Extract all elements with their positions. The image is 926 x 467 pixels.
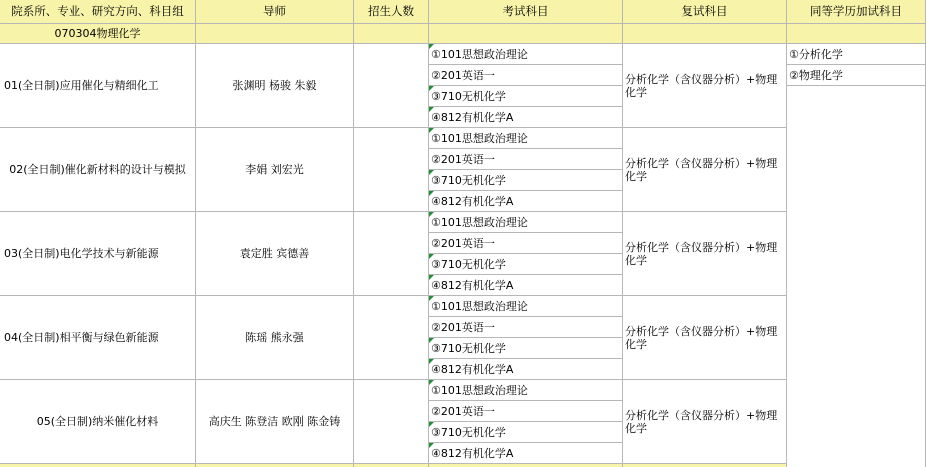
major-extra-cell[interactable]	[787, 24, 926, 44]
exam-cell[interactable]	[429, 443, 623, 464]
retest-cell-1[interactable]: 分析化学（含仪器分析）+物理化学	[623, 44, 787, 128]
comment-marker-icon	[429, 275, 434, 280]
comment-marker-icon	[429, 380, 434, 385]
exam-label: ③710无机化学	[431, 425, 506, 439]
comment-marker-icon	[429, 86, 434, 91]
exam-cell[interactable]	[429, 86, 623, 107]
comment-marker-icon	[429, 359, 434, 364]
exam-cell[interactable]	[429, 401, 623, 422]
direction-cell-1[interactable]: 01(全日制)应用催化与精细化工	[0, 44, 196, 128]
header-dept[interactable]: 院系所、专业、研究方向、科目组	[0, 0, 196, 24]
exam-cell[interactable]	[429, 149, 623, 170]
exam-cell[interactable]	[429, 233, 623, 254]
comment-marker-icon	[429, 128, 434, 133]
direction-cell-2[interactable]: 02(全日制)催化新材料的设计与模拟	[0, 128, 196, 212]
advisor-cell-4[interactable]: 陈瑶 熊永强	[196, 296, 354, 380]
exam-label: ④812有机化学A	[431, 278, 514, 292]
enroll-cell-2[interactable]	[354, 128, 429, 212]
comment-marker-icon	[429, 170, 434, 175]
exam-label: ②201英语一	[431, 320, 495, 334]
header-retest[interactable]: 复试科目	[623, 0, 787, 24]
comment-marker-icon	[429, 443, 434, 448]
comment-marker-icon	[429, 191, 434, 196]
major-exam-cell[interactable]	[429, 24, 623, 44]
exam-label: ②201英语一	[431, 404, 495, 418]
exam-label: ④812有机化学A	[431, 110, 514, 124]
exam-cell[interactable]	[429, 191, 623, 212]
exam-cell[interactable]	[429, 128, 623, 149]
exam-label: ③710无机化学	[431, 341, 506, 355]
major-advisor-cell[interactable]	[196, 24, 354, 44]
exam-label: ②201英语一	[431, 236, 495, 250]
exam-label: ①101思想政治理论	[431, 131, 528, 145]
exam-label: ①101思想政治理论	[431, 383, 528, 397]
advisor-cell-1[interactable]: 张渊明 杨骏 朱毅	[196, 44, 354, 128]
exam-label: ①101思想政治理论	[431, 47, 528, 61]
advisor-cell-3[interactable]: 袁定胜 宾德善	[196, 212, 354, 296]
exam-label: ①101思想政治理论	[431, 299, 528, 313]
advisor-cell-2[interactable]: 李娟 刘宏光	[196, 128, 354, 212]
comment-marker-icon	[429, 254, 434, 259]
comment-marker-icon	[429, 107, 434, 112]
exam-cell[interactable]	[429, 212, 623, 233]
comment-marker-icon	[429, 422, 434, 427]
retest-cell-3[interactable]: 分析化学（含仪器分析）+物理化学	[623, 212, 787, 296]
comment-marker-icon	[429, 212, 434, 217]
exam-cell[interactable]	[429, 422, 623, 443]
retest-cell-2[interactable]: 分析化学（含仪器分析）+物理化学	[623, 128, 787, 212]
enroll-cell-1[interactable]	[354, 44, 429, 128]
major-cell[interactable]: 070304物理化学	[0, 24, 196, 44]
major-enroll-cell[interactable]	[354, 24, 429, 44]
exam-cell[interactable]	[429, 338, 623, 359]
exam-cell[interactable]	[429, 296, 623, 317]
exam-cell[interactable]	[429, 317, 623, 338]
header-exam[interactable]: 考试科目	[429, 0, 623, 24]
direction-cell-3[interactable]: 03(全日制)电化学技术与新能源	[0, 212, 196, 296]
exam-cell[interactable]	[429, 380, 623, 401]
direction-cell-5[interactable]: 05(全日制)纳米催化材料	[0, 380, 196, 464]
retest-cell-5[interactable]: 分析化学（含仪器分析）+物理化学	[623, 380, 787, 464]
exam-label: ③710无机化学	[431, 173, 506, 187]
extra-subject-empty[interactable]	[787, 86, 926, 467]
exam-label: ①101思想政治理论	[431, 215, 528, 229]
exam-cell[interactable]	[429, 107, 623, 128]
exam-label: ②201英语一	[431, 68, 495, 82]
exam-cell[interactable]	[429, 275, 623, 296]
exam-cell[interactable]	[429, 254, 623, 275]
comment-marker-icon	[429, 44, 434, 49]
exam-label: ④812有机化学A	[431, 194, 514, 208]
enroll-cell-4[interactable]	[354, 296, 429, 380]
direction-cell-4[interactable]: 04(全日制)相平衡与绿色新能源	[0, 296, 196, 380]
exam-label: ③710无机化学	[431, 257, 506, 271]
exam-cell[interactable]	[429, 359, 623, 380]
header-advisor[interactable]: 导师	[196, 0, 354, 24]
major-retest-cell[interactable]	[623, 24, 787, 44]
extra-subject-1[interactable]: ①分析化学	[787, 44, 926, 65]
extra-subject-2[interactable]: ②物理化学	[787, 65, 926, 86]
comment-marker-icon	[429, 296, 434, 301]
exam-cell[interactable]	[429, 65, 623, 86]
exam-cell[interactable]	[429, 44, 623, 65]
header-enroll[interactable]: 招生人数	[354, 0, 429, 24]
advisor-cell-5[interactable]: 高庆生 陈登洁 欧刚 陈金铸	[196, 380, 354, 464]
exam-label: ③710无机化学	[431, 89, 506, 103]
retest-cell-4[interactable]: 分析化学（含仪器分析）+物理化学	[623, 296, 787, 380]
exam-cell[interactable]	[429, 170, 623, 191]
enroll-cell-5[interactable]	[354, 380, 429, 464]
enroll-cell-3[interactable]	[354, 212, 429, 296]
exam-label: ④812有机化学A	[431, 446, 514, 460]
header-extra[interactable]: 同等学历加试科目	[787, 0, 926, 24]
exam-label: ②201英语一	[431, 152, 495, 166]
comment-marker-icon	[429, 338, 434, 343]
exam-label: ④812有机化学A	[431, 362, 514, 376]
